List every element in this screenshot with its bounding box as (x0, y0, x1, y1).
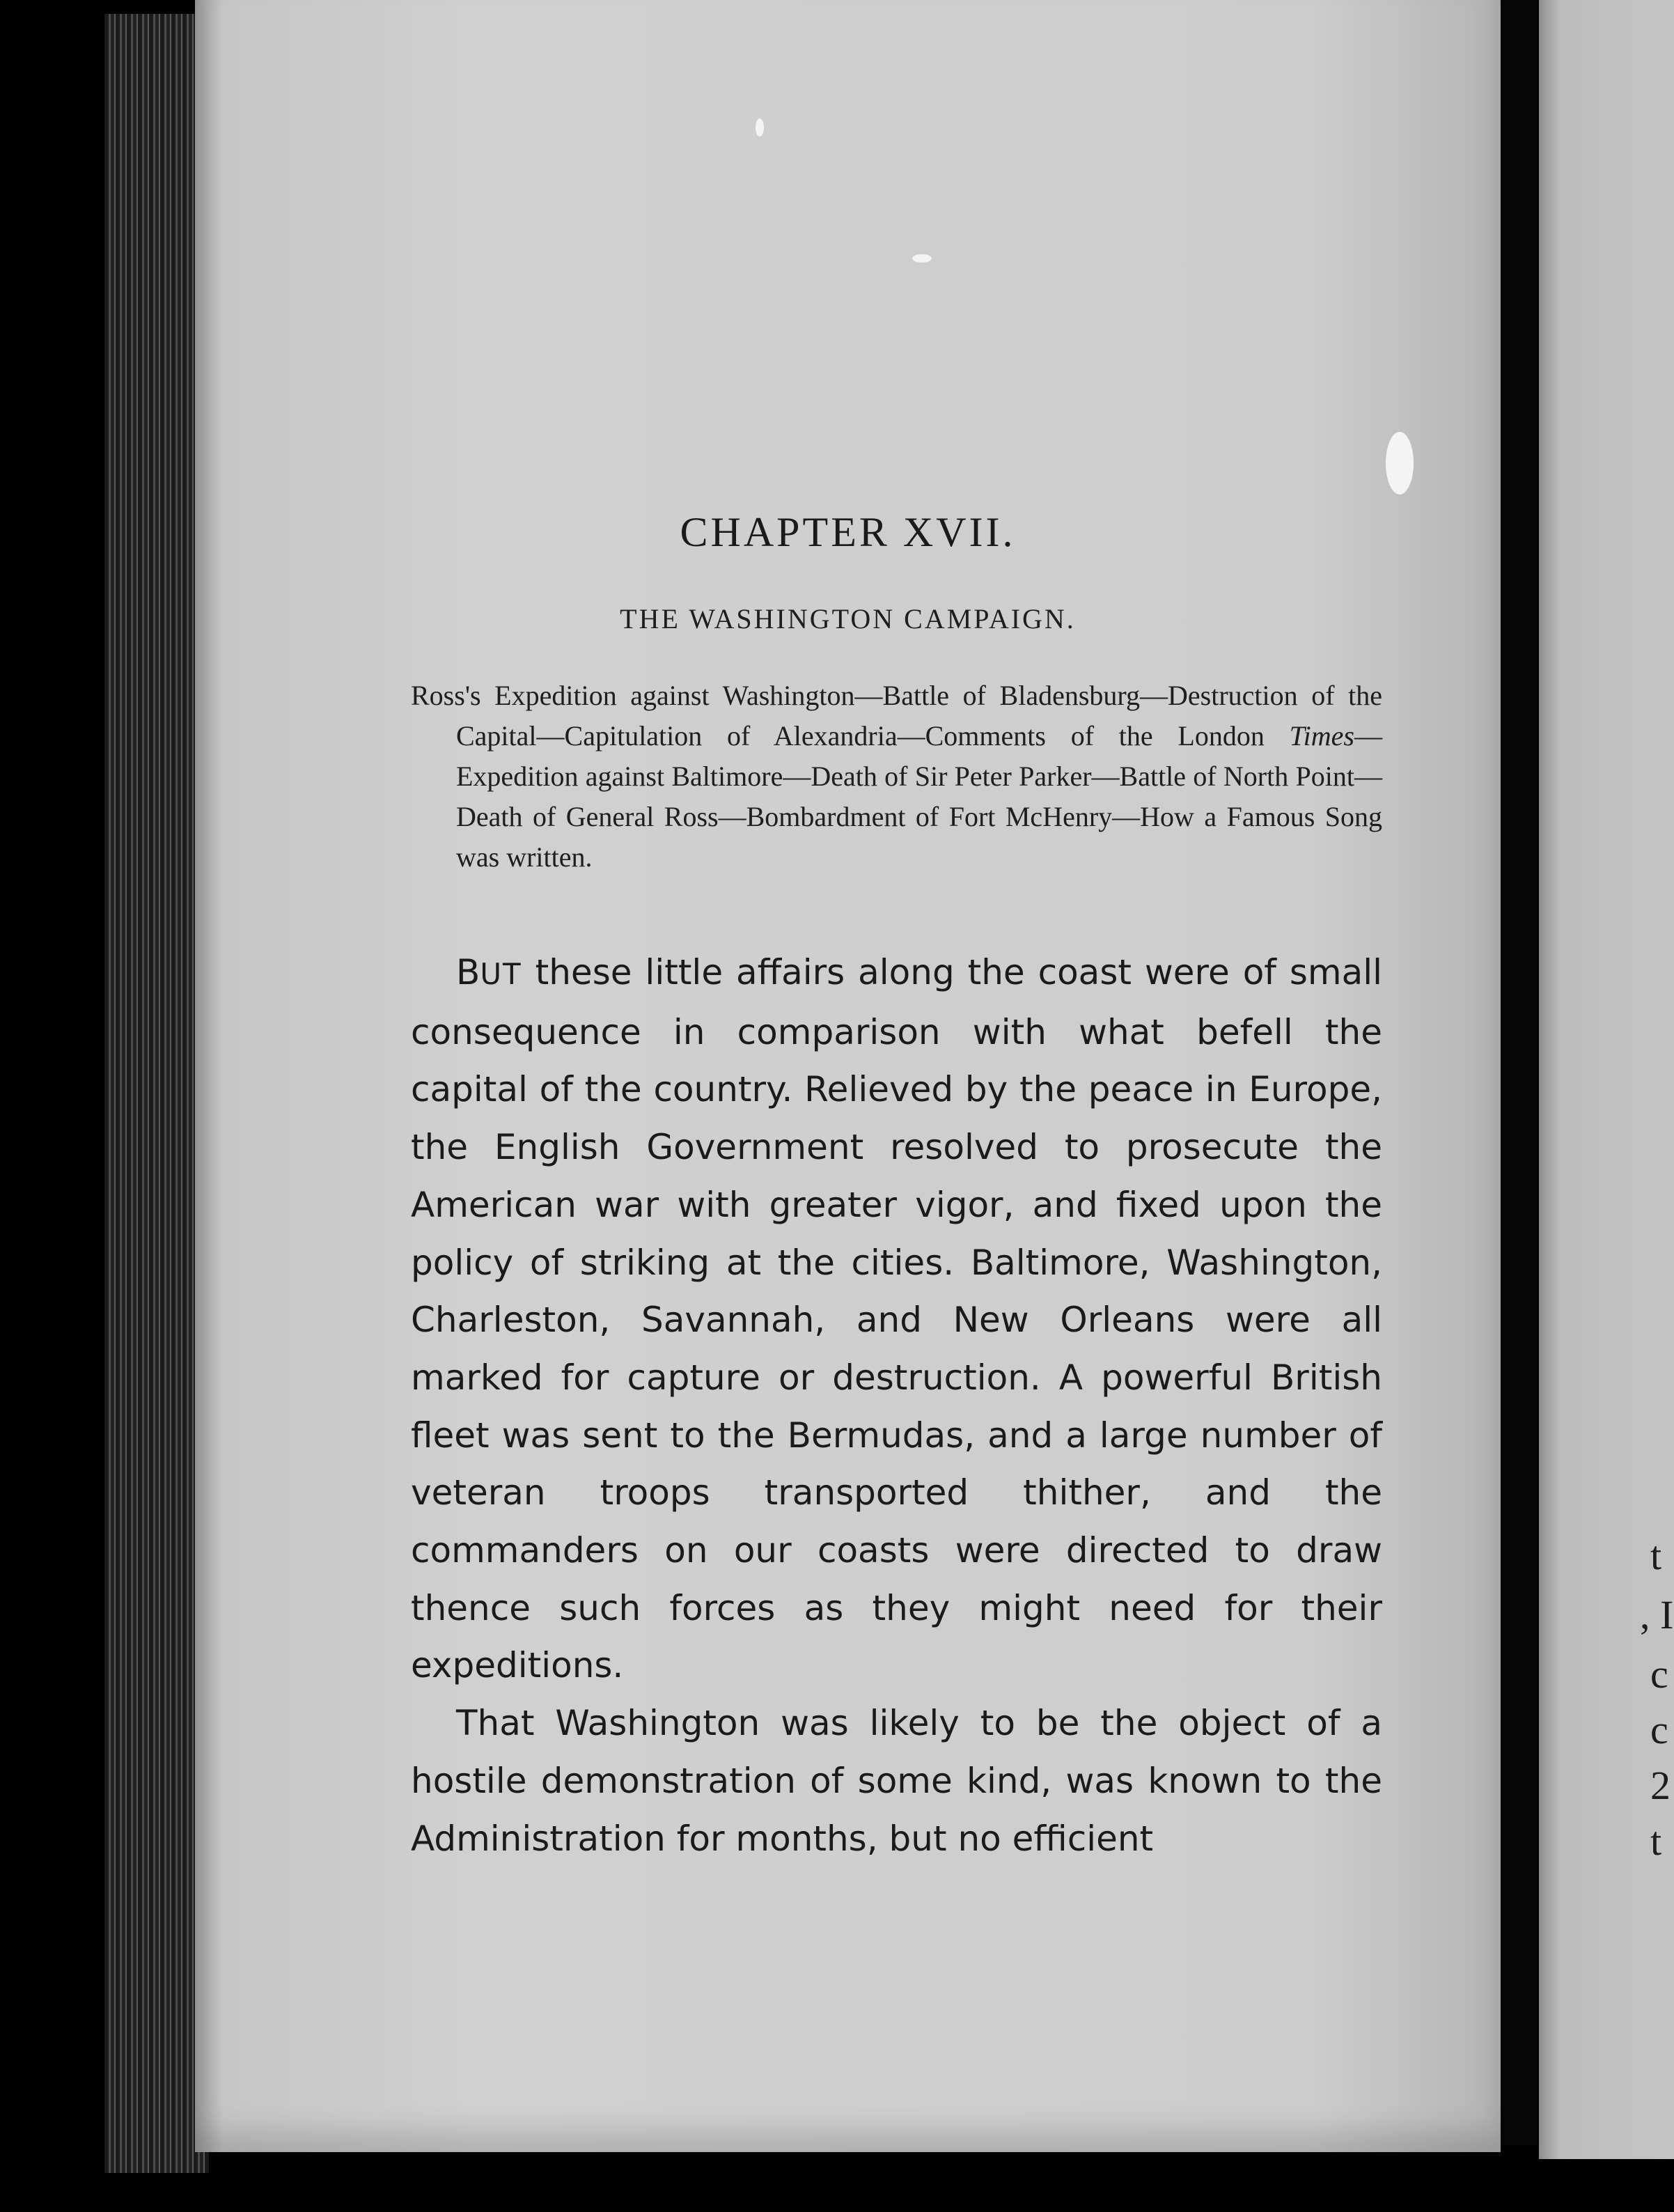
scan-speck (912, 254, 932, 263)
next-page-fragment: , I (1640, 1592, 1674, 1637)
small-caps-text: UT (480, 957, 522, 991)
summary-italic-title: Times (1289, 720, 1354, 751)
drop-capital: B (456, 952, 480, 992)
chapter-body (411, 944, 1382, 1867)
chapter-subtitle: THE WASHINGTON CAMPAIGN. (620, 603, 1076, 634)
chapter-summary (411, 676, 1382, 878)
chapter-title: CHAPTER XVII. (680, 509, 1016, 555)
summary-text: Ross's Expedition against Washington—Battle of Bladensburg—Destruction of the Capital—Capitulation of Alexandria—Comments of the London (411, 680, 1382, 751)
book-spine (1501, 0, 1539, 2145)
next-page-fragment: c (1650, 1707, 1668, 1752)
book-page-edges (104, 14, 209, 2173)
scan-speck (1386, 432, 1414, 494)
next-page-fragment: 2 (1650, 1763, 1671, 1808)
paragraph (411, 944, 1382, 1695)
next-page-fragment: t (1650, 1533, 1662, 1578)
next-page-edge (1539, 0, 1674, 2159)
paragraph-text: these little affairs along the coast were of small consequence in comparison with what befell the capital of the country. Relieved by the peace in Europe, the English Government resolved to prosecute the American war with greater vigor, and fixed upon the policy of striking at the cities. Baltimore, Washington, Charleston, Savannah, and New Orleans were all marked for capture or destruction. A powerful British fleet was sent to the Bermudas, and a large number of veteran troops transported thither, and the commanders on our coasts were directed to draw thence such forces as they might need for their expeditions. (411, 952, 1382, 1686)
scan-speck (756, 118, 764, 137)
next-page-fragment: t (1650, 1818, 1662, 1864)
summary-text: —Expedition against Baltimore—Death of Sir Peter Parker—Battle of North Point—Death of General Ross—Bombardment of Fort McHenry—How a Famous Song was written. (456, 720, 1382, 873)
next-page-fragment: c (1650, 1651, 1668, 1697)
paragraph: That Washington was likely to be the object of a hostile demonstration of some kind, was known to the Administration for months, but no efficient (411, 1703, 1382, 1859)
